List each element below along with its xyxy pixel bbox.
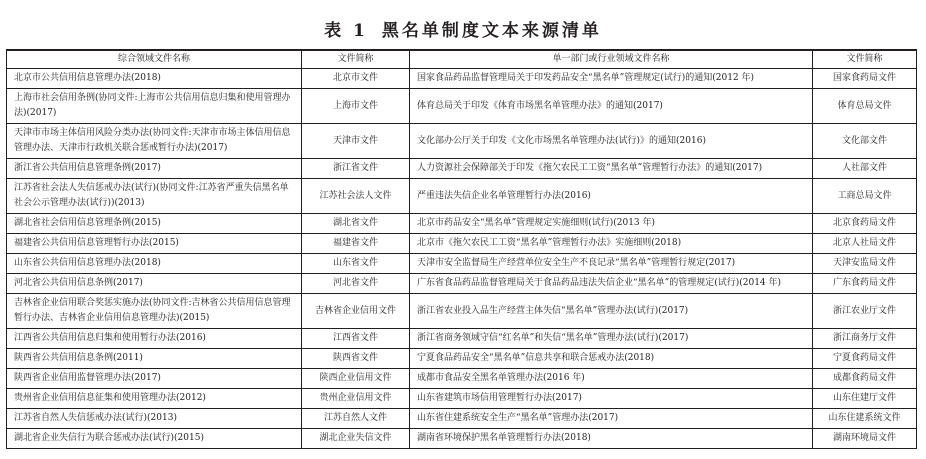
cell-sector-file: 文化部办公厅关于印发《文化市场黑名单管理办法(试行)》的通知(2016) (410, 124, 813, 159)
cell-comprehensive-file: 湖北省社会信用信息管理条例(2015) (7, 214, 302, 234)
cell-comprehensive-file: 山东省公共信用信息管理办法(2018) (7, 254, 302, 274)
cell-sector-file: 浙江省农业投入品生产经营主体失信“黑名单”管理办法(试行)(2017) (410, 294, 813, 329)
cell-short-name: 江苏社会法人文件 (302, 179, 410, 214)
cell-sector-short-name: 成都食药局文件 (813, 369, 917, 389)
cell-short-name: 北京市文件 (302, 69, 410, 89)
cell-sector-file: 山东省住建系统安全生产“黑名单”管理办法(2017) (410, 409, 813, 429)
table-number: 表 1 (324, 21, 368, 41)
cell-sector-short-name: 宁夏食药局文件 (813, 349, 917, 369)
cell-short-name: 江西省文件 (302, 329, 410, 349)
cell-sector-file: 人力资源社会保障部关于印发《拖欠农民工工资“黑名单”管理暂行办法》的通知(2017) (410, 159, 813, 179)
cell-sector-file: 国家食品药品监督管理局关于印发药品安全“黑名单”管理规定(试行)的通知(2012 年) (410, 69, 813, 89)
table-row (7, 69, 917, 89)
cell-sector-short-name: 北京食药局文件 (813, 214, 917, 234)
cell-sector-short-name: 浙江商务厅文件 (813, 329, 917, 349)
table-row (7, 329, 917, 349)
cell-sector-short-name: 人社部文件 (813, 159, 917, 179)
cell-comprehensive-file: 浙江省公共信用信息管理条例(2017) (7, 159, 302, 179)
table-row (7, 389, 917, 409)
cell-sector-short-name: 工商总局文件 (813, 179, 917, 214)
cell-short-name: 陕西省文件 (302, 349, 410, 369)
cell-sector-short-name: 文化部文件 (813, 124, 917, 159)
cell-short-name: 河北省文件 (302, 274, 410, 294)
source-list-table (6, 49, 917, 449)
table-row (7, 409, 917, 429)
table-row (7, 254, 917, 274)
cell-short-name: 吉林省企业信用文件 (302, 294, 410, 329)
table-row (7, 429, 917, 449)
cell-sector-short-name: 天津安监局文件 (813, 254, 917, 274)
cell-comprehensive-file: 江苏省社会法人失信惩戒办法(试行)(协同文件:江苏省严重失信黑名单社会公示管理办法(试行))(2013) (7, 179, 302, 214)
cell-sector-short-name: 湖南环境局文件 (813, 429, 917, 449)
cell-sector-file: 浙江省商务领域守信“红名单”和失信“黑名单”管理办法(试行)(2017) (410, 329, 813, 349)
cell-short-name: 湖北省文件 (302, 214, 410, 234)
cell-sector-file: 宁夏食品药品安全“黑名单”信息共享和联合惩戒办法(2018) (410, 349, 813, 369)
table-caption (0, 16, 926, 41)
cell-short-name: 浙江省文件 (302, 159, 410, 179)
cell-sector-short-name: 北京人社局文件 (813, 234, 917, 254)
header-sector-short-name: 文件简称 (813, 50, 917, 69)
cell-sector-file: 山东省建筑市场信用管理暂行办法(2017) (410, 389, 813, 409)
cell-comprehensive-file: 上海市社会信用条例(协同文件:上海市公共信用信息归集和使用管理办法)(2017) (7, 89, 302, 124)
table-row (7, 294, 917, 329)
cell-sector-file: 湖南省环境保护黑名单管理暂行办法(2018) (410, 429, 813, 449)
cell-comprehensive-file: 湖北省企业失信行为联合惩戒办法(试行)(2015) (7, 429, 302, 449)
table-row (7, 274, 917, 294)
cell-short-name: 陕西企业信用文件 (302, 369, 410, 389)
table-row (7, 349, 917, 369)
cell-sector-short-name: 广东食药局文件 (813, 274, 917, 294)
table-row (7, 234, 917, 254)
cell-short-name: 湖北企业失信文件 (302, 429, 410, 449)
cell-comprehensive-file: 陕西省公共信用信息条例(2011) (7, 349, 302, 369)
table-row (7, 179, 917, 214)
cell-short-name: 天津市文件 (302, 124, 410, 159)
cell-comprehensive-file: 北京市公共信用信息管理办法(2018) (7, 69, 302, 89)
cell-sector-file: 成都市食品安全黑名单管理办法(2016 年) (410, 369, 813, 389)
cell-sector-file: 北京市药品安全“黑名单”管理规定实施细则(试行)(2013 年) (410, 214, 813, 234)
cell-comprehensive-file: 福建省公共信用信息管理暂行办法(2015) (7, 234, 302, 254)
cell-short-name: 江苏自然人文件 (302, 409, 410, 429)
table-header-row (7, 50, 917, 69)
cell-short-name: 上海市文件 (302, 89, 410, 124)
header-comprehensive-file: 综合领域文件名称 (7, 50, 302, 69)
cell-comprehensive-file: 江苏省自然人失信惩戒办法(试行)(2013) (7, 409, 302, 429)
table-row (7, 159, 917, 179)
cell-sector-file: 广东省食品药品监督管理局关于食品药品违法失信企业“黑名单”的管理规定(试行)(2014 年) (410, 274, 813, 294)
cell-short-name: 贵州企业信用文件 (302, 389, 410, 409)
cell-comprehensive-file: 江西省公共信用信息归集和使用暂行办法(2016) (7, 329, 302, 349)
cell-sector-short-name: 体育总局文件 (813, 89, 917, 124)
cell-sector-short-name: 浙江农业厅文件 (813, 294, 917, 329)
cell-sector-short-name: 山东住建厅文件 (813, 389, 917, 409)
table-row (7, 214, 917, 234)
cell-comprehensive-file: 陕西省企业信用监督管理办法(2017) (7, 369, 302, 389)
table-row (7, 89, 917, 124)
table-row (7, 369, 917, 389)
cell-sector-short-name: 山东住建系统文件 (813, 409, 917, 429)
table-row (7, 124, 917, 159)
cell-comprehensive-file: 河北省公共信用信息条例(2017) (7, 274, 302, 294)
cell-sector-file: 天津市安全监督局生产经营单位安全生产不良记录“黑名单”管理暂行规定(2017) (410, 254, 813, 274)
cell-sector-file: 北京市《拖欠农民工工资“黑名单”管理暂行办法》实施细则(2018) (410, 234, 813, 254)
cell-comprehensive-file: 天津市市场主体信用风险分类办法(协同文件:天津市市场主体信用信息管理办法、天津市行政机关联合惩戒暂行办法)(2017) (7, 124, 302, 159)
cell-short-name: 福建省文件 (302, 234, 410, 254)
cell-comprehensive-file: 贵州省企业信用信息征集和使用管理办法(2012) (7, 389, 302, 409)
header-sector-file: 单一部门或行业领域文件名称 (410, 50, 813, 69)
cell-short-name: 山东省文件 (302, 254, 410, 274)
cell-sector-file: 体育总局关于印发《体育市场黑名单管理办法》的通知(2017) (410, 89, 813, 124)
cell-comprehensive-file: 吉林省企业信用联合奖惩实施办法(协同文件:吉林省公共信用信息管理暂行办法、吉林省企业信用信息管理办法)(2015) (7, 294, 302, 329)
header-short-name: 文件简称 (302, 50, 410, 69)
cell-sector-file: 严重违法失信企业名单管理暂行办法(2016) (410, 179, 813, 214)
cell-sector-short-name: 国家食药局文件 (813, 69, 917, 89)
table-title: 黑名单制度文本来源清单 (381, 21, 602, 41)
